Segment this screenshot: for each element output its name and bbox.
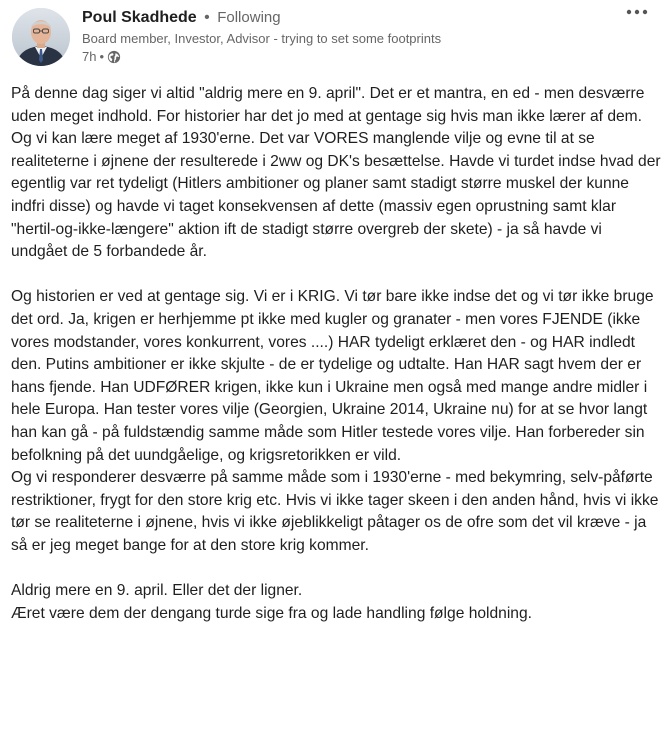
separator-dot: •	[204, 9, 210, 26]
post-meta	[82, 48, 602, 65]
more-horizontal-icon	[625, 8, 649, 16]
author-avatar[interactable]	[12, 8, 70, 66]
post-timestamp[interactable]: 7h	[82, 49, 97, 64]
post-paragraph-2: Og historien er ved at gentage sig. Vi er i KRIG. Vi tør bare ikke indse det og vi tør ikke bruge det ord. Ja, krigen er herhjemme pt ikke med kugler og granater - men vores FJENDE (ikke vores modstander, vores konkurrent, vores ....) HAR tydeligt erklæret den - og HAR indledt den. Putins ambitioner er ikke skjulte - de er tydelige og udtalte. Han HAR sagt hvem der er hans fjende. Han UDFØRER krigen, ikke kun i Ukraine men også med mange andre midler i hele Europa. Han tester vores vilje (Georgien, Ukraine 2014, Ukraine nu) for at se hvor langt han kan gå - på fuldstændig samme måde som Hitler testede vores vilje. Han forbereder sin befolkning på det uundgåelige, og krigsretorikken er vild.	[11, 288, 658, 464]
author-info	[82, 8, 602, 65]
author-headline: Board member, Investor, Advisor - trying to set some footprints	[82, 31, 442, 46]
post-paragraph-3: Og vi responderer desværre på samme måde som i 1930'erne - med bekymring, selv-påførte restriktioner, frygt for den store krig etc. Hvis vi ikke tager skeen i den anden hånd, hvis vi ikke tør se realiteterne i øjnene, hvis vi ikke øjeblikkeligt påtager os de ofre som det vil kræve - ja så er jeg meget bange for at den store krig kommer.	[11, 469, 663, 554]
author-name-line	[82, 8, 602, 28]
post-paragraph-4: Aldrig mere en 9. april. Eller det der ligner.	[11, 582, 303, 600]
globe-icon	[107, 50, 121, 64]
post-paragraph-5: Æret være dem der dengang turde sige fra og lade handling følge holdning.	[11, 604, 532, 622]
post-body	[11, 83, 665, 625]
post-paragraph-1: På denne dag siger vi altid "aldrig mere en 9. april". Det er et mantra, en ed - men desværre uden meget indhold. For historier har det jo med at gentage sig hvis man ikke lærer af dem. Og vi kan lære meget af 1930'erne. Det var VORES manglende vilje og evne til at se realiteterne i øjnene der resulterede i 2ww og DK's besættelse. Havde vi turdet indse hvad der egentlig var ret tydeligt (Hitlers ambitioner og planer samt stadigt større muskel der kunne indfri disse) og havde vi taget konsekvensen af dette (massiv egen oprustning samt klar "hertil-og-ikke-længere" aktion ift de stadigt større overgreb der skete) - ja så havde vi undgået de 5 forbandede år.	[11, 85, 665, 261]
follow-status[interactable]: Following	[217, 9, 281, 26]
meta-separator-dot: •	[99, 49, 105, 64]
post-header	[12, 8, 657, 72]
more-options-button[interactable]	[623, 8, 651, 28]
paragraph-spacer	[11, 264, 661, 287]
paragraph-spacer	[11, 557, 661, 580]
author-name[interactable]: Poul Skadhede	[82, 9, 197, 26]
